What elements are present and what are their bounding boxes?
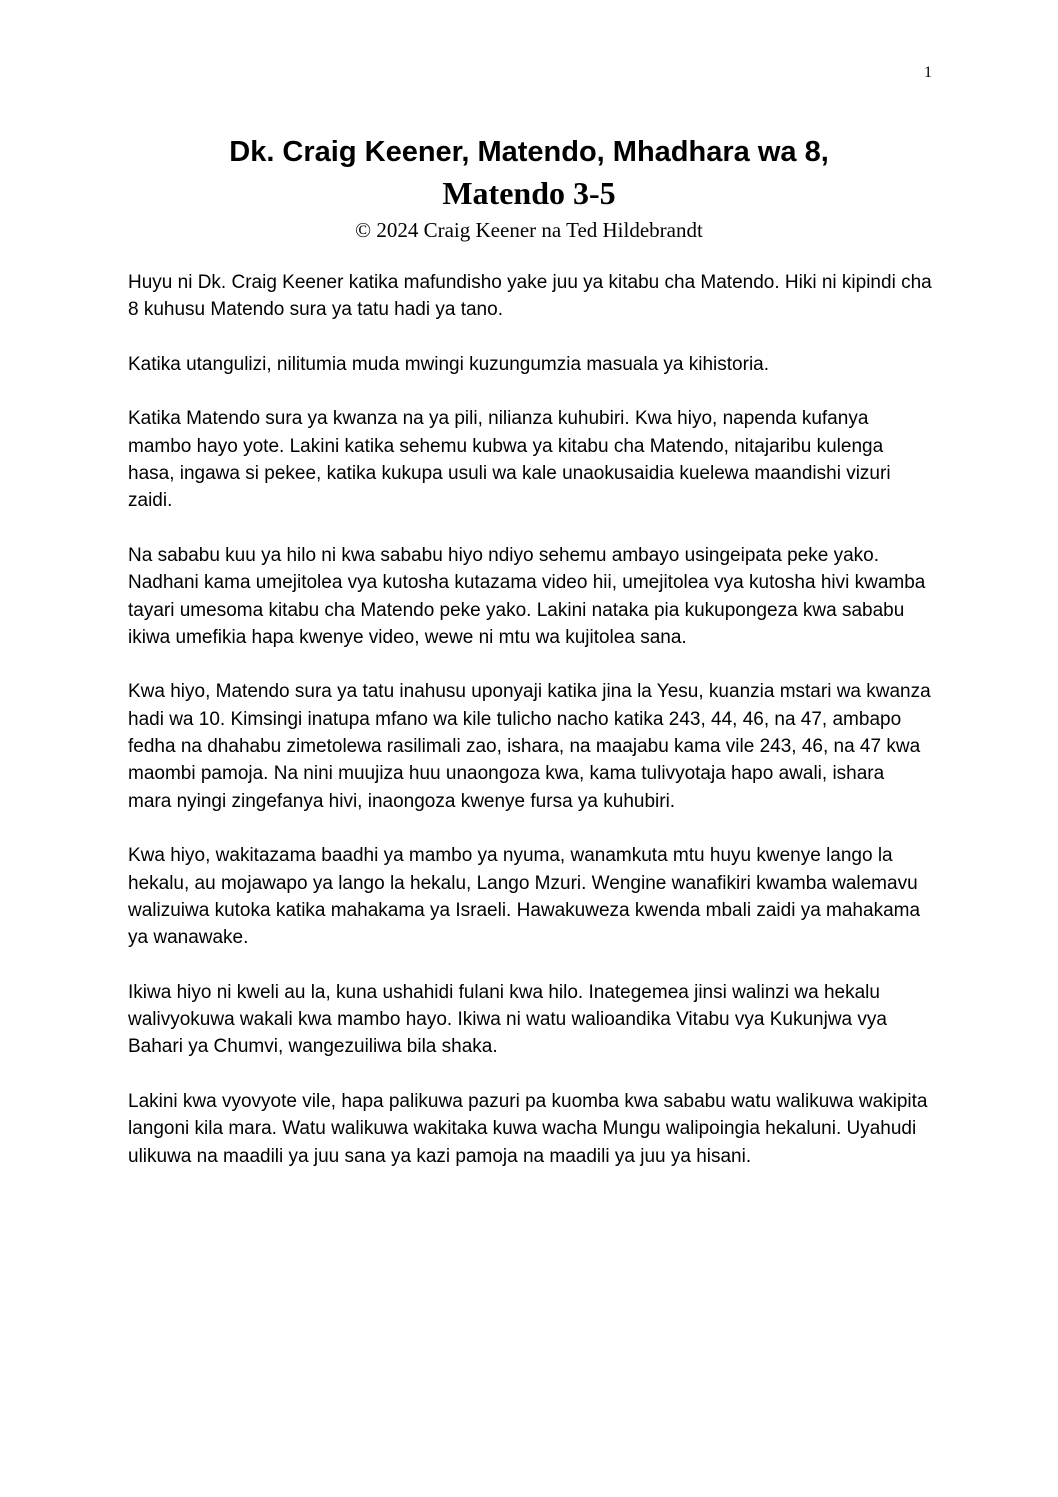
document-body [128, 269, 932, 1197]
paragraph: Kwa hiyo, wakitazama baadhi ya mambo ya nyuma, wanamkuta mtu huyu kwenye lango la hekalu, au mojawapo ya lango la hekalu, Lango Mzuri. Wengine wanafikiri kwamba walemavu walizuiwa kutoka katika mahakama ya Israeli. Hawakuweza kwenda mbali zaidi ya mahakama ya wanawake. [128, 845, 921, 949]
paragraph: Katika Matendo sura ya kwanza na ya pili, nilianza kuhubiri. Kwa hiyo, napenda kufanya mambo hayo yote. Lakini katika sehemu kubwa ya kitabu cha Matendo, nitajaribu kulenga hasa, ingawa si pekee, katika kukupa usuli wa kale unaokusaidia kuelewa maandishi vizuri zaidi. [128, 408, 891, 512]
paragraph: Katika utangulizi, nilitumia muda mwingi kuzungumzia masuala ya kihistoria. [128, 353, 770, 375]
copyright-notice: © 2024 Craig Keener na Ted Hildebrandt [355, 218, 703, 242]
paragraph: Huyu ni Dk. Craig Keener katika mafundisho yake juu ya kitabu cha Matendo. Hiki ni kipindi cha 8 kuhusu Matendo sura ya tatu hadi ya tano. [128, 272, 932, 321]
paragraph: Na sababu kuu ya hilo ni kwa sababu hiyo ndiyo sehemu ambayo usingeipata peke yako. Nadhani kama umejitolea vya kutosha kutazama video hii, umejitolea vya kutosha hivi kwamba tayari umesoma kitabu cha Matendo peke yako. Lakini nataka pia kukupongeza kwa sababu ikiwa umefikia hapa kwenye video, wewe ni mtu wa kujitolea sana. [128, 544, 926, 648]
title-block [0, 132, 1058, 246]
paragraph: Lakini kwa vyovyote vile, hapa palikuwa pazuri pa kuomba kwa sababu watu walikuwa wakipita langoni kila mara. Watu walikuwa wakitaka kuwa wacha Mungu walipoingia hekaluni. Uyahudi ulikuwa na maadili ya juu sana ya kazi pamoja na maadili ya juu ya hisani. [128, 1090, 928, 1167]
document-subtitle: Matendo 3-5 [442, 175, 616, 211]
paragraph: Ikiwa hiyo ni kweli au la, kuna ushahidi fulani kwa hilo. Inategemea jinsi walinzi wa hekalu walivyokuwa wakali kwa mambo hayo. Ikiwa ni watu walioandika Vitabu vya Kukunjwa vya Bahari ya Chumvi, wangezuiliwa bila shaka. [128, 981, 887, 1058]
document-title: Dk. Craig Keener, Matendo, Mhadhara wa 8, [229, 136, 829, 168]
page-number: 1 [924, 64, 932, 81]
paragraph: Kwa hiyo, Matendo sura ya tatu inahusu uponyaji katika jina la Yesu, kuanzia mstari wa kwanza hadi wa 10. Kimsingi inatupa mfano wa kile tulicho nacho katika 243, 44, 46, na 47, ambapo fedha na dhahabu zimetolewa rasilimali zao, ishara, na maajabu kama vile 243, 46, na 47 kwa maombi pamoja. Na nini muujiza huu unaongoza kwa, kama tulivyotaja hapo awali, ishara mara nyingi zingefanya hivi, inaongoza kwenye fursa ya kuhubiri. [128, 681, 931, 812]
